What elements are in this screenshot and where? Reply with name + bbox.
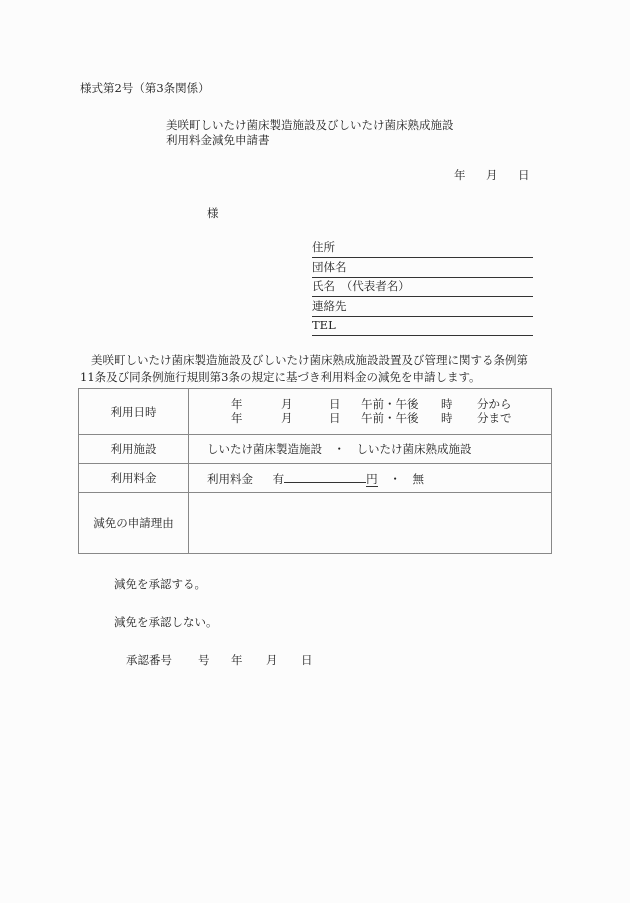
fee-inner-label: 利用料金 (207, 471, 253, 486)
fee-amount-input[interactable] (284, 470, 366, 483)
application-statement (80, 352, 555, 385)
table-row-usage-datetime (79, 389, 552, 435)
form-number: 様式第2号（第3条関係） (80, 81, 210, 95)
form-title-line2: 利用料金減免申請書 (166, 133, 270, 147)
contact-field[interactable] (312, 299, 533, 317)
table-row-fee (79, 464, 552, 493)
application-date (454, 167, 530, 183)
facility-cell[interactable] (189, 435, 552, 464)
approval-month[interactable]: 月 (266, 653, 278, 667)
statement-line2: 11条及び同条例施行規則第3条の規定に基づき利用料金の減免を申請します。 (80, 369, 481, 384)
usage-datetime-label: 利用日時 (79, 389, 189, 435)
tel-field[interactable] (312, 318, 533, 336)
address-field[interactable] (312, 240, 533, 258)
table-row-facility (79, 435, 552, 464)
date-day[interactable]: 日 (518, 168, 530, 182)
approval-go[interactable]: 号 (198, 653, 210, 667)
approval-day[interactable]: 日 (301, 653, 313, 667)
not-approve-option[interactable]: 減免を承認しない。 (114, 615, 218, 629)
approve-option[interactable]: 減免を承認する。 (114, 577, 206, 591)
applicant-block (312, 240, 533, 338)
fee-cell[interactable] (189, 464, 552, 493)
tel-label: TEL (312, 318, 336, 332)
organization-field[interactable] (312, 260, 533, 278)
fee-separator: ・ (389, 471, 401, 486)
yen-unit: 円 (366, 471, 378, 486)
form-title-line1: 美咲町しいたけ菌床製造施設及びしいたけ菌床熟成施設 (166, 118, 454, 132)
facility-label: 利用施設 (79, 435, 189, 464)
facility-options[interactable]: しいたけ菌床製造施設 ・ しいたけ菌床熟成施設 (207, 442, 472, 456)
date-month[interactable]: 月 (486, 168, 498, 182)
application-table (78, 388, 552, 554)
statement-line1: 美咲町しいたけ菌床製造施設及びしいたけ菌床熟成施設設置及び管理に関する条例第 (91, 353, 528, 367)
approval-number-label: 承認番号 (126, 653, 172, 667)
fee-yes[interactable]: 有 (272, 471, 285, 486)
usage-from: 年 月 日 午前・午後 時 分から (231, 397, 512, 411)
reason-label: 減免の申請理由 (79, 493, 189, 554)
approval-year[interactable]: 年 (231, 653, 243, 667)
date-year[interactable]: 年 (454, 168, 466, 182)
addressee: 様 (207, 206, 219, 220)
name-field[interactable] (312, 279, 533, 297)
contact-label: 連絡先 (312, 298, 347, 313)
address-label: 住所 (312, 240, 335, 254)
fee-label: 利用料金 (79, 464, 189, 493)
name-label: 氏名 （代表者名） (312, 279, 410, 293)
fee-no[interactable]: 無 (412, 471, 424, 486)
reason-cell[interactable] (189, 493, 552, 554)
organization-label: 団体名 (312, 259, 347, 274)
approval-number-row (126, 652, 313, 668)
usage-datetime-cell[interactable] (189, 389, 552, 435)
usage-to: 年 月 日 午前・午後 時 分まで (231, 410, 512, 425)
table-row-reason (79, 493, 552, 554)
